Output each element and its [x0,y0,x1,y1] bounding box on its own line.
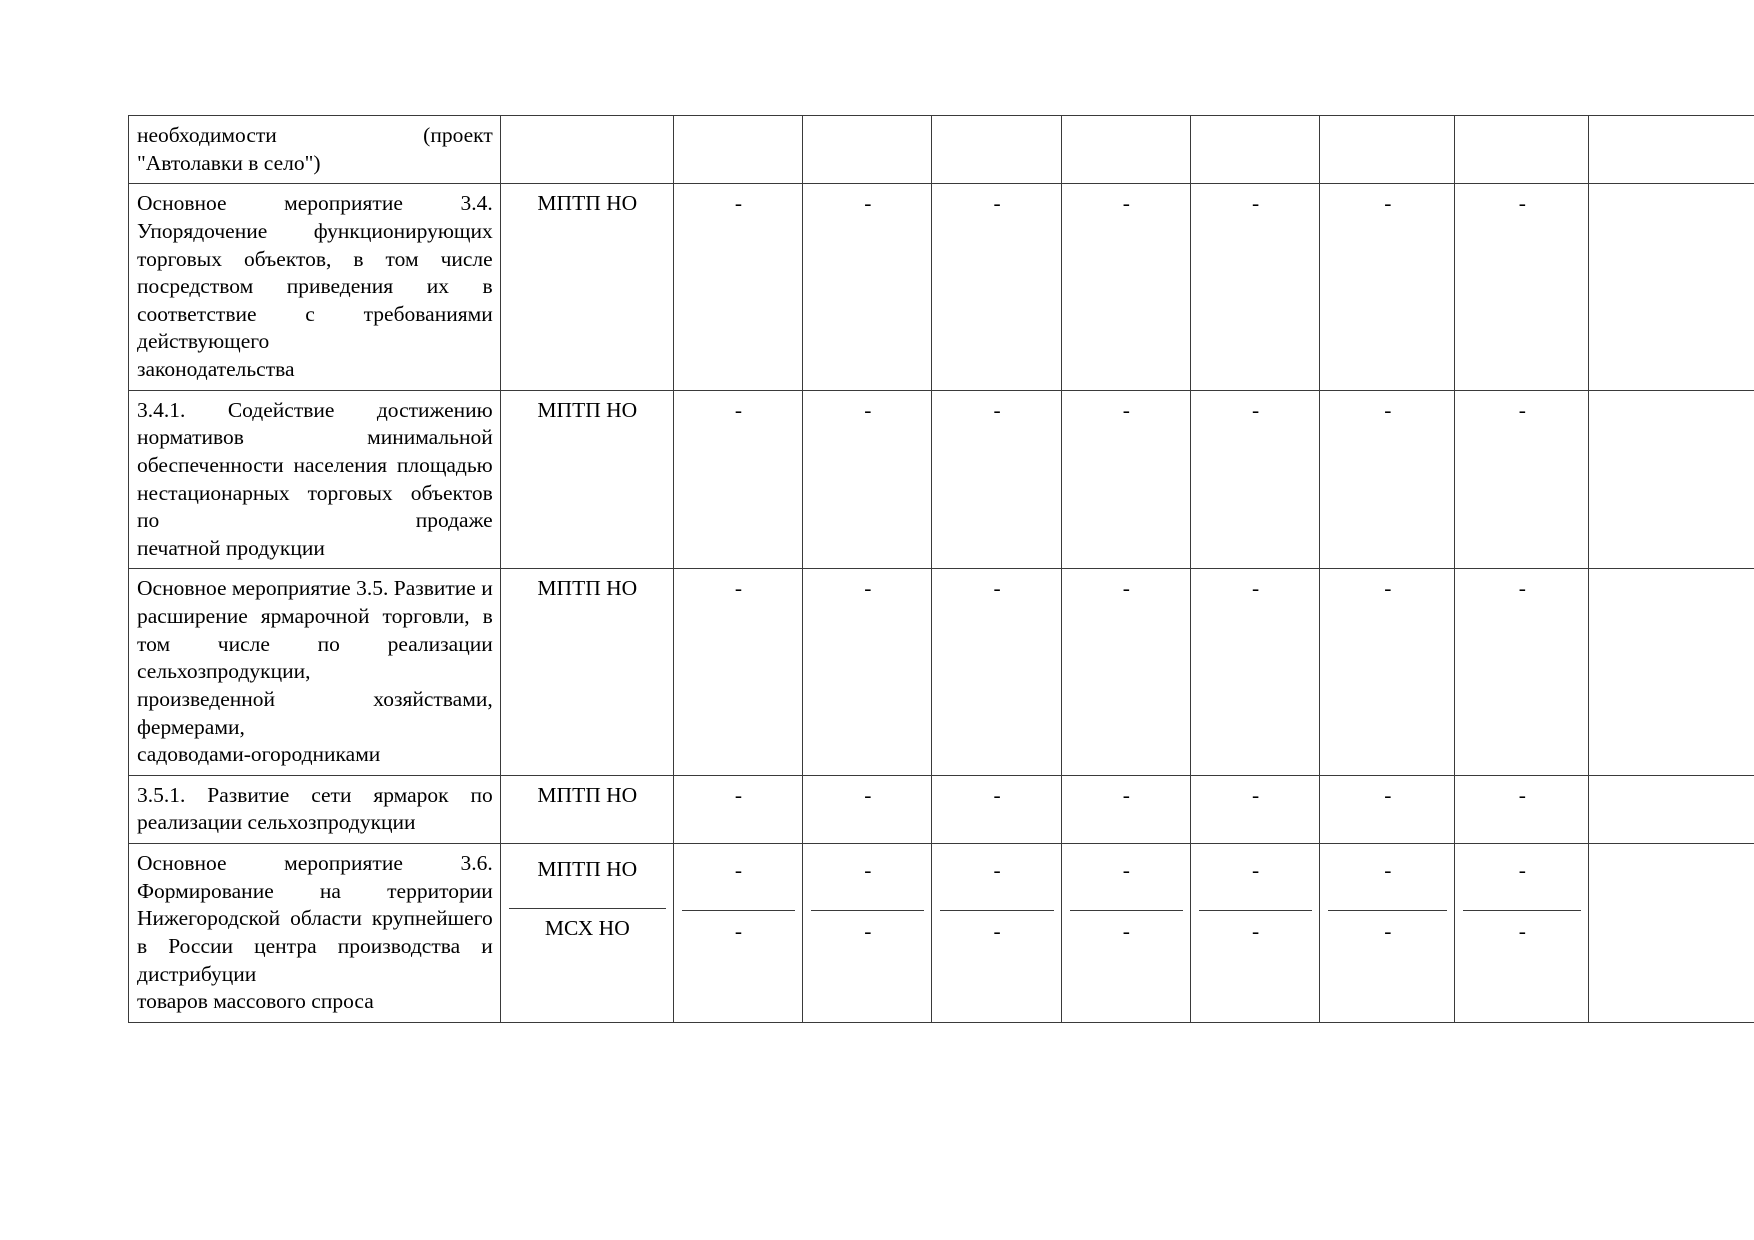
measure-line: садоводами-огородниками [137,742,381,767]
value-cell: - [803,390,932,569]
executor-cell: МПТП НО [500,390,673,569]
value-cell: - [1070,850,1183,911]
value-split-row [1328,850,1447,911]
value-split-row [1463,911,1581,953]
value-cell: - [932,569,1061,775]
executor-cell [500,116,673,184]
measure-line: Развитие и расширение [137,576,493,628]
value-cell: - [673,184,802,390]
value-cell-split [1320,844,1455,1023]
measure-cell [129,390,501,569]
value-cell: - [1320,775,1455,843]
value-cell [1455,116,1589,184]
value-cell: - [1328,911,1447,953]
measure-line: площадью нестационарных [137,452,493,505]
measure-line: посредством приведения их в [137,274,493,299]
measure-line: торговых объектов по продаже [137,480,493,533]
executor-cell: МПТП НО [500,775,673,843]
value-cell-split [1455,844,1589,1023]
measure-line: крупнейшего в России центра [137,906,493,958]
measure-line: 3.4.1. Содействие достижению [137,397,493,422]
measure-line: ярмарочной торговли, в том [137,604,493,656]
value-cell: - [673,569,802,775]
value-cell: - [803,775,932,843]
value-split-row [1199,850,1312,911]
value-cell: - [1320,390,1455,569]
value-cell: - [682,911,795,953]
value-cell [673,116,802,184]
value-cell: - [1455,569,1589,775]
value-cell: - [1199,850,1312,911]
measure-line: соответствие с требованиями [137,301,493,326]
value-cell: - [932,184,1061,390]
value-cell: - [811,850,924,911]
value-cell: - [1061,390,1190,569]
value-cell: - [940,911,1053,953]
value-cell: - [803,569,932,775]
value-cell: - [811,911,924,953]
value-split-row [1328,911,1447,953]
value-cell-split [932,844,1061,1023]
value-cell: - [1061,775,1190,843]
value-split-row [1463,850,1581,911]
value-cell: - [673,775,802,843]
measure-line: необходимости (проект [137,123,493,147]
value-cell: - [1070,911,1183,953]
value-cell [803,116,932,184]
value-cell [1589,184,1754,390]
table-row [129,775,1754,843]
value-cell: - [932,775,1061,843]
measure-line: Упорядочение [137,218,268,243]
value-cell: - [1191,184,1320,390]
value-split-table [1070,850,1183,953]
value-cell [932,116,1061,184]
measure-line: Нижегородской области [137,906,362,931]
value-cell: - [1061,184,1190,390]
value-cell: - [940,850,1053,911]
executor-split-row [509,850,666,909]
measure-line: числе по реализации [217,631,493,656]
value-split-row [1199,911,1312,953]
measure-line: товаров массового спроса [137,989,374,1014]
value-cell-split [673,844,802,1023]
value-cell: - [682,850,795,911]
value-cell: - [1191,569,1320,775]
measure-line: производства и дистрибуции [137,933,493,986]
value-cell: - [673,390,802,569]
executor-cell: МСХ НО [509,909,666,949]
measure-line: функционирующих торговых [137,218,493,271]
value-split-table [811,850,924,953]
table-row [129,569,1754,775]
value-cell [1191,116,1320,184]
table-row [129,844,1754,1023]
measure-line: печатной продукции [137,535,325,560]
value-cell: - [1463,911,1581,953]
value-cell-split [1191,844,1320,1023]
executor-cell-split [500,844,673,1023]
value-split-table [682,850,795,953]
program-measures-table [128,115,1754,1023]
value-cell: - [1455,390,1589,569]
value-split-row [1070,850,1183,911]
measure-line: сельхозпродукции, [137,659,311,684]
value-cell [1589,775,1754,843]
value-cell [1589,390,1754,569]
table-row [129,184,1754,390]
value-cell: - [1455,184,1589,390]
value-split-row [811,850,924,911]
value-cell [1589,569,1754,775]
measure-line: обеспеченности населения [137,452,388,477]
value-cell: - [1191,775,1320,843]
value-split-row [1070,911,1183,953]
value-split-table [1199,850,1312,953]
executor-cell: МПТП НО [500,184,673,390]
measure-cell [129,775,501,843]
table-row [129,390,1754,569]
value-split-table [1328,850,1447,953]
measure-line: объектов, в том числе [244,246,493,271]
value-cell: - [1328,850,1447,911]
measure-cell [129,184,501,390]
measure-line: нормативов минимальной [137,425,493,450]
value-cell-split [1061,844,1190,1023]
measure-line: реализации сельхозпродукции [137,810,416,835]
table-viewport [128,115,1754,1171]
value-split-table [1463,850,1581,953]
measure-cell [129,569,501,775]
measure-line: Формирование на территории [137,878,493,903]
measure-cell [129,844,501,1023]
value-cell: - [1455,775,1589,843]
value-cell: - [1320,569,1455,775]
measure-line: Основное мероприятие 3.5. [137,576,389,601]
value-cell: - [803,184,932,390]
measure-line: Основное мероприятие 3.6. [137,851,493,875]
value-cell [1061,116,1190,184]
executor-split-table [509,850,666,949]
value-split-row [811,911,924,953]
executor-split-row [509,909,666,949]
measure-line: Основное мероприятие 3.4. [137,191,493,216]
value-cell: - [1061,569,1190,775]
measure-line: законодательства [137,357,295,381]
value-cell: - [1463,850,1581,911]
executor-cell: МПТП НО [500,569,673,775]
value-split-row [682,850,795,911]
value-cell [1589,116,1754,184]
measure-line: "Автолавки в село") [137,150,321,175]
value-cell-split [803,844,932,1023]
value-split-row [940,850,1053,911]
measure-cell [129,116,501,184]
value-cell: - [932,390,1061,569]
value-split-table [940,850,1053,953]
value-cell [1589,844,1754,1023]
value-cell: - [1199,911,1312,953]
value-cell: - [1191,390,1320,569]
measure-line: фермерами, [137,714,245,739]
value-split-row [940,911,1053,953]
measure-line: 3.5.1. Развитие сети ярмарок по [137,782,493,807]
value-cell: - [1320,184,1455,390]
measure-line: произведенной хозяйствами, [137,686,493,711]
measure-line: действующего [137,329,270,354]
executor-cell: МПТП НО [509,850,666,909]
value-cell [1320,116,1455,184]
table-row [129,116,1754,184]
value-split-row [682,911,795,953]
